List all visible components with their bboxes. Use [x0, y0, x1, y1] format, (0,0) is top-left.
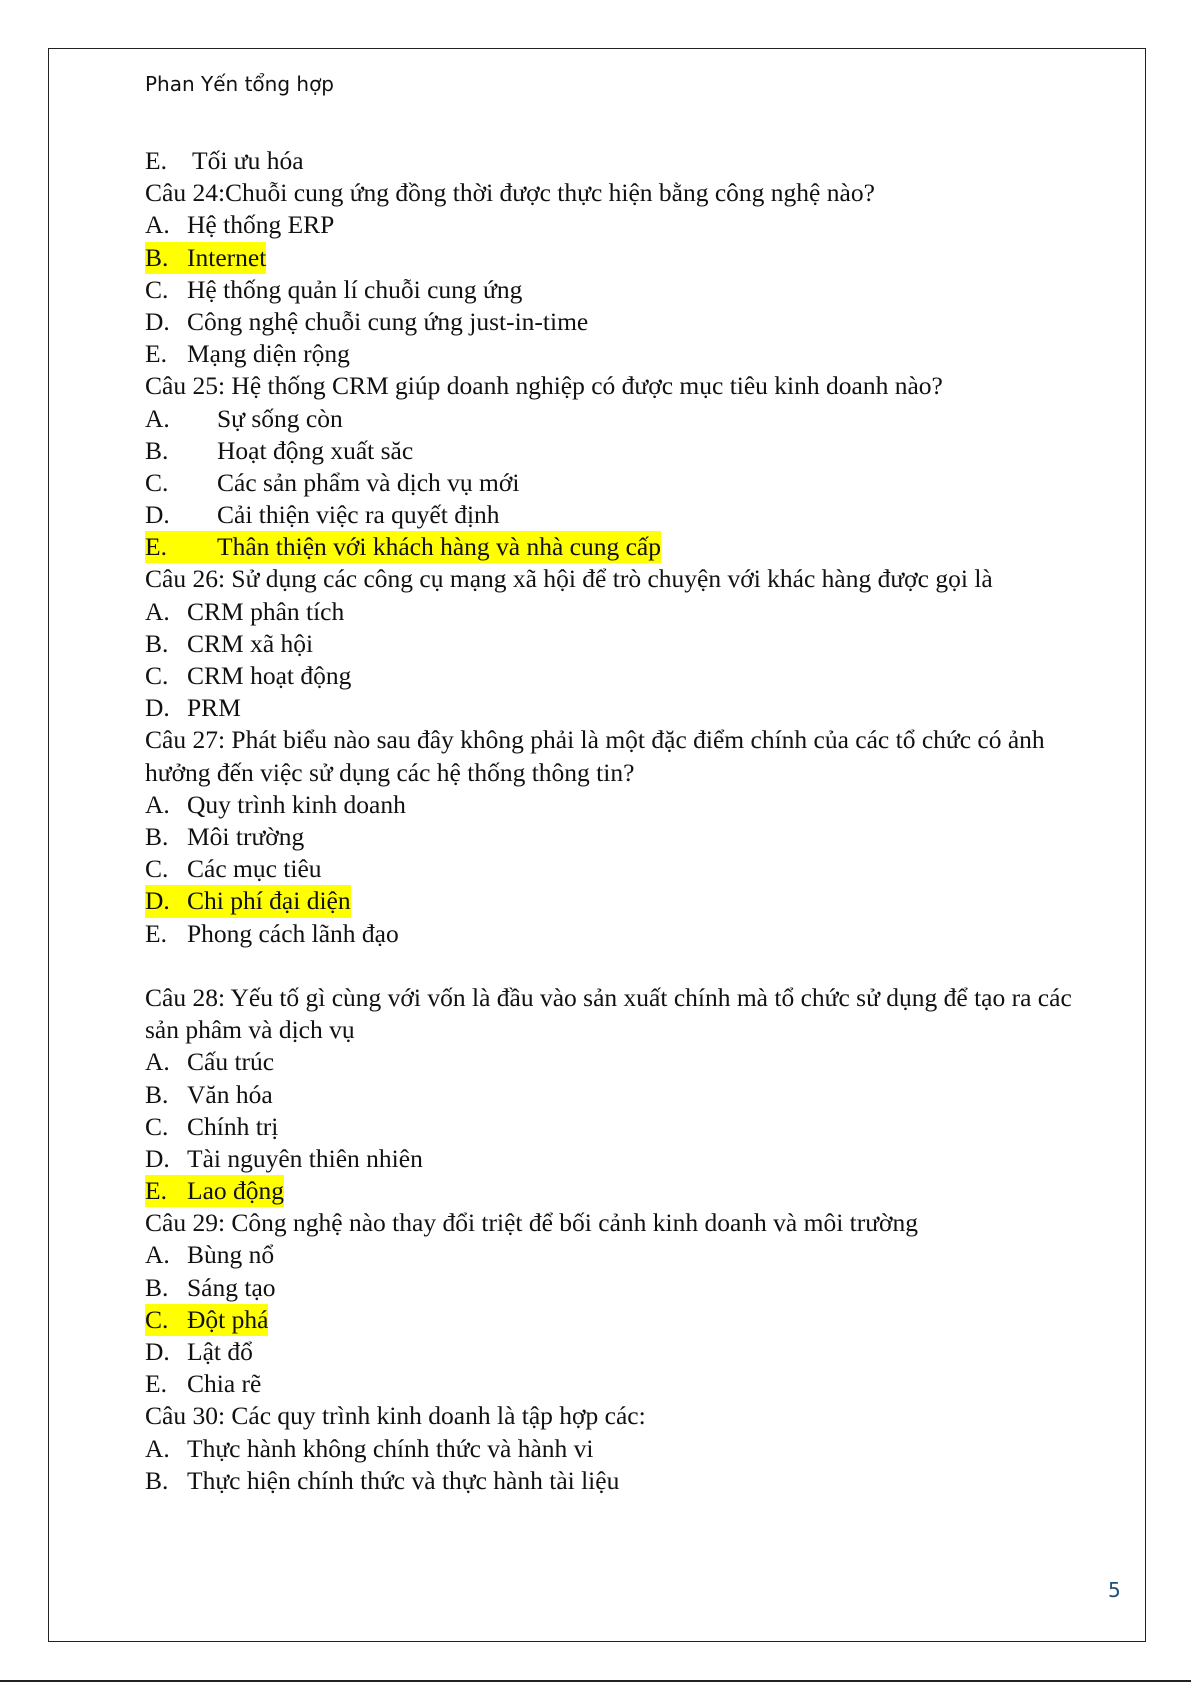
- answer-option: [145, 1304, 1075, 1336]
- option-letter: D.: [145, 500, 170, 530]
- option-letter: B.: [145, 1465, 169, 1495]
- option-letter: A.: [145, 1047, 170, 1077]
- option-letter: C.: [145, 1304, 169, 1334]
- answer-option: [145, 435, 1075, 467]
- question-text: Câu 24:Chuỗi cung ứng đồng thời được thực hiện bằng công nghệ nào?: [145, 178, 875, 208]
- option-letter: B.: [145, 1079, 169, 1109]
- option-letter: C.: [145, 854, 169, 884]
- option-text: Phong cách lãnh đạo: [187, 918, 399, 948]
- option-text: Lật đổ: [187, 1337, 253, 1367]
- option-text: CRM hoạt động: [187, 661, 352, 691]
- option-text: Văn hóa: [187, 1079, 273, 1109]
- option-letter: C.: [145, 1111, 169, 1141]
- option-text: Môi trường: [187, 821, 305, 851]
- option-letter: D.: [145, 886, 170, 916]
- option-letter: A.: [145, 1240, 170, 1270]
- option-letter: E.: [145, 1176, 167, 1206]
- option-text: Hệ thống ERP: [187, 210, 335, 240]
- option-letter: C.: [145, 661, 169, 691]
- document-body: [145, 145, 1075, 1497]
- option-letter: C.: [145, 274, 169, 304]
- option-text: Các mục tiêu: [187, 854, 322, 884]
- option-text: CRM phân tích: [187, 596, 345, 626]
- answer-option: [145, 628, 1075, 660]
- answer-option: [145, 692, 1075, 724]
- option-letter: B.: [145, 821, 169, 851]
- option-text: CRM xã hội: [187, 628, 314, 658]
- option-letter: E.: [145, 339, 167, 369]
- option-letter: A.: [145, 1433, 170, 1463]
- answer-option: [145, 853, 1075, 885]
- question-text: Câu 28: Yếu tố gì cùng với vốn là đầu vào sản xuất chính mà tổ chức sử dụng để tạo ra các sản phâm và dịch vụ: [145, 982, 1072, 1045]
- option-letter: D.: [145, 1143, 170, 1173]
- answer-option: [145, 1272, 1075, 1304]
- answer-option: [145, 467, 1075, 499]
- question-text: Câu 30: Các quy trình kinh doanh là tập hợp các:: [145, 1401, 646, 1431]
- answer-option: [145, 274, 1075, 306]
- answer-option: [145, 1465, 1075, 1497]
- page-header: Phan Yến tổng hợp: [145, 72, 334, 96]
- option-text: Lao động: [187, 1176, 285, 1206]
- option-letter: A.: [145, 403, 170, 433]
- option-letter: D.: [145, 306, 170, 336]
- answer-option: [145, 531, 1075, 563]
- answer-option: [145, 1079, 1075, 1111]
- option-text: Mạng diện rộng: [187, 339, 350, 369]
- option-text: Cải thiện việc ra quyết định: [217, 500, 500, 530]
- option-text: Cấu trúc: [187, 1047, 275, 1077]
- question-text: Câu 25: Hệ thống CRM giúp doanh nghiệp có được mục tiêu kinh doanh nào?: [145, 371, 943, 401]
- option-text: Hệ thống quản lí chuỗi cung ứng: [187, 274, 523, 304]
- answer-option: [145, 660, 1075, 692]
- question-text: Câu 29: Công nghệ nào thay đổi triệt để bối cảnh kinh doanh và môi trường: [145, 1208, 919, 1238]
- option-letter: E.: [145, 146, 167, 175]
- option-text: Tài nguyên thiên nhiên: [187, 1143, 423, 1173]
- option-letter: E.: [145, 1369, 167, 1399]
- option-text: Các sản phẩm và dịch vụ mới: [217, 467, 520, 497]
- answer-option: [145, 1143, 1075, 1175]
- option-text: Hoạt động xuất săc: [217, 435, 414, 465]
- option-text: Chi phí đại diện: [187, 886, 351, 916]
- option-letter: A.: [145, 210, 170, 240]
- option-letter: A.: [145, 789, 170, 819]
- option-text: Thực hiện chính thức và thực hành tài liệu: [187, 1465, 620, 1495]
- answer-option: [145, 1175, 1075, 1207]
- answer-option: [145, 209, 1075, 241]
- answer-option: [145, 1046, 1075, 1078]
- option-text: Đột phá: [187, 1304, 269, 1334]
- option-letter: B.: [145, 628, 169, 658]
- option-letter: C.: [145, 467, 169, 497]
- option-text: Sáng tạo: [187, 1272, 276, 1302]
- answer-option: [145, 596, 1075, 628]
- option-letter: E.: [145, 532, 167, 562]
- option-letter: E.: [145, 918, 167, 948]
- answer-option: [145, 1336, 1075, 1368]
- answer-option: [145, 918, 1075, 950]
- question-text: Câu 26: Sử dụng các công cụ mạng xã hội để trò chuyện với khác hàng được gọi là: [145, 564, 993, 594]
- option-text: Thực hành không chính thức và hành vi: [187, 1433, 594, 1463]
- option-text: Quy trình kinh doanh: [187, 789, 406, 819]
- answer-option: [145, 403, 1075, 435]
- page-bottom-divider: [0, 1680, 1191, 1682]
- answer-option: [145, 789, 1075, 821]
- blank-line: [145, 950, 1075, 982]
- answer-option: [145, 306, 1075, 338]
- option-letter: B.: [145, 242, 169, 272]
- option-letter: D.: [145, 1337, 170, 1367]
- answer-option: [145, 1433, 1075, 1465]
- answer-option: [145, 821, 1075, 853]
- option-text: Internet: [187, 242, 267, 272]
- option-text: PRM: [187, 693, 241, 723]
- option-letter: B.: [145, 1272, 169, 1302]
- option-text: Bùng nổ: [187, 1240, 275, 1270]
- answer-option: [145, 885, 1075, 917]
- question-text: Câu 27: Phát biểu nào sau đây không phải là một đặc điểm chính của các tổ chức có ảnh hưởng đến việc sử dụng các hệ thống thông tin?: [145, 725, 1045, 787]
- answer-option: [145, 145, 1075, 177]
- option-text: Sự sống còn: [217, 403, 343, 433]
- option-text: Tối ưu hóa: [192, 146, 304, 175]
- answer-option: [145, 242, 1075, 274]
- option-text: Chính trị: [187, 1111, 279, 1141]
- answer-option: [145, 1111, 1075, 1143]
- page-number: 5: [1108, 1578, 1121, 1602]
- option-letter: A.: [145, 596, 170, 626]
- option-text: Chia rẽ: [187, 1369, 262, 1399]
- option-letter: D.: [145, 693, 170, 723]
- answer-option: [145, 1368, 1075, 1400]
- option-text: Công nghệ chuỗi cung ứng just-in-time: [187, 306, 589, 336]
- option-text: Thân thiện với khách hàng và nhà cung cấp: [217, 532, 661, 562]
- answer-option: [145, 499, 1075, 531]
- answer-option: [145, 1239, 1075, 1271]
- option-letter: B.: [145, 435, 169, 465]
- answer-option: [145, 338, 1075, 370]
